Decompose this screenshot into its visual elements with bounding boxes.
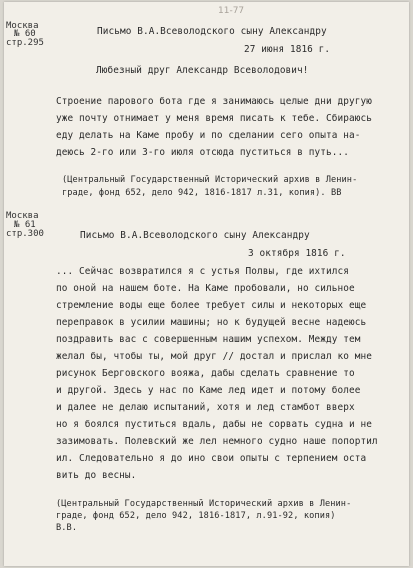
source-note-line: (Центральный Государственный Исторический архив в Ленин-	[56, 499, 352, 509]
pencil-archive-mark: 11-77	[218, 6, 245, 16]
body-line: рисунок Берговского вояжа, дабы сделать сравнение то	[56, 368, 355, 379]
body-line: и другой. Здесь у нас по Каме лед идет и потому более	[56, 385, 361, 396]
source-note-line: (Центральный Государственный Исторический архив в Ленин-	[62, 175, 358, 185]
letter-salutation: Любезный друг Александр Всеволодович!	[96, 65, 309, 76]
document-page	[4, 2, 409, 566]
body-line: и далее не делаю испытаний, хотя и лед стамбот вверх	[56, 402, 355, 413]
body-line: по оной на нашем боте. На Каме пробовали, но сильное	[56, 283, 355, 294]
margin-ref-city: Москва	[6, 211, 39, 221]
body-line: еду делать на Каме пробу и по сделании сего опыта на-	[56, 130, 361, 141]
body-line: переправок в усилии машины; но к будущей весне надеюсь	[56, 317, 367, 328]
source-note-line: В.В.	[56, 523, 78, 533]
margin-ref-number: № 60	[14, 29, 36, 39]
margin-ref-page: стр.295	[6, 38, 44, 48]
body-line: уже почту отнимает у меня время писать к тебе. Сбираюсь	[56, 113, 372, 124]
body-line: поздравить вас с совершенным нашим успехом. Между тем	[56, 334, 361, 345]
body-line: ил. Следовательно я до ино свои опыты с терпением оста	[56, 453, 367, 464]
margin-ref-number: № 61	[14, 220, 36, 230]
body-line: Строение парового бота где я занимаюсь целые дни другую	[56, 96, 372, 107]
letter-date: 3 октября 1816 г.	[248, 248, 346, 259]
margin-ref-page: стр.300	[6, 229, 44, 239]
body-line: но я боялся пуститься вдаль, дабы не сорвать судна и не	[56, 419, 372, 430]
body-line: стремление воды еще более требует силы и некоторых еще	[56, 300, 367, 311]
letter-title: Письмо В.А.Всеволодского сыну Александру	[97, 26, 327, 37]
body-line: вить до весны.	[56, 470, 137, 481]
body-line: деюсь 2-го или 3-го июля отсюда пуститься в путь...	[56, 147, 349, 158]
margin-ref-city: Москва	[6, 21, 39, 31]
source-note-line: граде, фонд 652, дело 942, 1816-1817, л.91-92, копия)	[56, 511, 336, 521]
letter-title: Письмо В.А.Всеволодского сыну Александру	[80, 230, 310, 241]
body-line: ... Сейчас возвратился я с устья Полвы, где ихтился	[56, 266, 349, 277]
body-line: желал бы, чтобы ты, мой друг // достал и прислал ко мне	[56, 351, 372, 362]
source-note-line: граде, фонд 652, дело 942, 1816-1817 л.31, копия). ВВ	[62, 188, 342, 198]
body-line: зазимовать. Полевский же лел немного судно наше попортил	[56, 436, 378, 447]
letter-date: 27 июня 1816 г.	[244, 44, 331, 55]
